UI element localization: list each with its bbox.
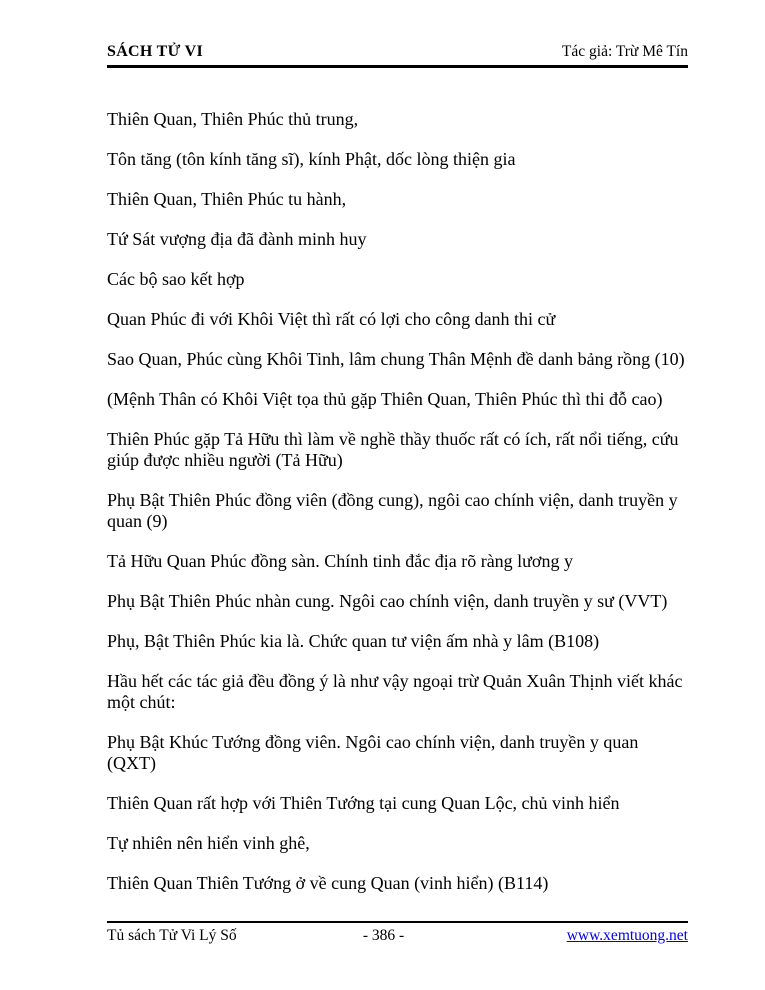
paragraph: Phụ, Bật Thiên Phúc kia là. Chức quan tư viện ấm nhà y lâm (B108): [107, 631, 600, 651]
paragraph: Phụ Bật Khúc Tướng đồng viên. Ngôi cao chính viện, danh truyền y quan (QXT): [107, 732, 639, 773]
paragraph: Thiên Phúc gặp Tả Hữu thì làm về nghề thầy thuốc rất có ích, rất nổi tiếng, cứu giúp được nhiều người (Tả Hữu): [107, 429, 679, 470]
paragraph: Quan Phúc đi với Khôi Việt thì rất có lợi cho công danh thi cử: [107, 309, 556, 329]
paragraph: Tự nhiên nên hiển vinh ghê,: [107, 833, 310, 853]
paragraph: Phụ Bật Thiên Phúc đồng viên (đồng cung), ngôi cao chính viện, danh truyền y quan (9): [107, 490, 678, 531]
header-book-title: SÁCH TỬ VI: [107, 43, 204, 60]
paragraph: Sao Quan, Phúc cùng Khôi Tinh, lâm chung Thân Mệnh đề danh bảng rồng (10): [107, 349, 685, 369]
page-footer: [107, 921, 688, 945]
paragraph: Tả Hữu Quan Phúc đồng sàn. Chính tinh đắc địa rõ ràng lương y: [107, 551, 573, 571]
paragraph: Thiên Quan, Thiên Phúc tu hành,: [107, 189, 347, 209]
footer-page-number: - 386 -: [362, 927, 405, 944]
paragraph: Tứ Sát vượng địa đã đành minh huy: [107, 229, 367, 249]
paragraph: Hầu hết các tác giả đều đồng ý là như vậy ngoại trừ Quản Xuân Thịnh viết khác một chút:: [107, 671, 683, 712]
page-content: [107, 0, 688, 913]
paragraph: Các bộ sao kết hợp: [107, 269, 245, 289]
paragraph: Phụ Bật Thiên Phúc nhàn cung. Ngôi cao chính viện, danh truyền y sư (VVT): [107, 591, 668, 611]
paragraph: Thiên Quan Thiên Tướng ở về cung Quan (vinh hiển) (B114): [107, 873, 549, 893]
header-author-credit: Tác giả: Trừ Mê Tín: [561, 43, 688, 60]
body-text: [107, 109, 688, 894]
paragraph: (Mệnh Thân có Khôi Việt tọa thủ gặp Thiên Quan, Thiên Phúc thì thi đỗ cao): [107, 389, 663, 409]
footer-website-link[interactable]: www.xemtuong.net: [566, 927, 688, 944]
footer-series-title: Tủ sách Tử Vi Lý Số: [107, 927, 237, 944]
paragraph: Thiên Quan, Thiên Phúc thủ trung,: [107, 109, 359, 129]
paragraph: Thiên Quan rất hợp với Thiên Tướng tại cung Quan Lộc, chủ vinh hiển: [107, 793, 620, 813]
paragraph: Tôn tăng (tôn kính tăng sĩ), kính Phật, dốc lòng thiện gia: [107, 149, 516, 169]
page-header: [107, 43, 688, 68]
